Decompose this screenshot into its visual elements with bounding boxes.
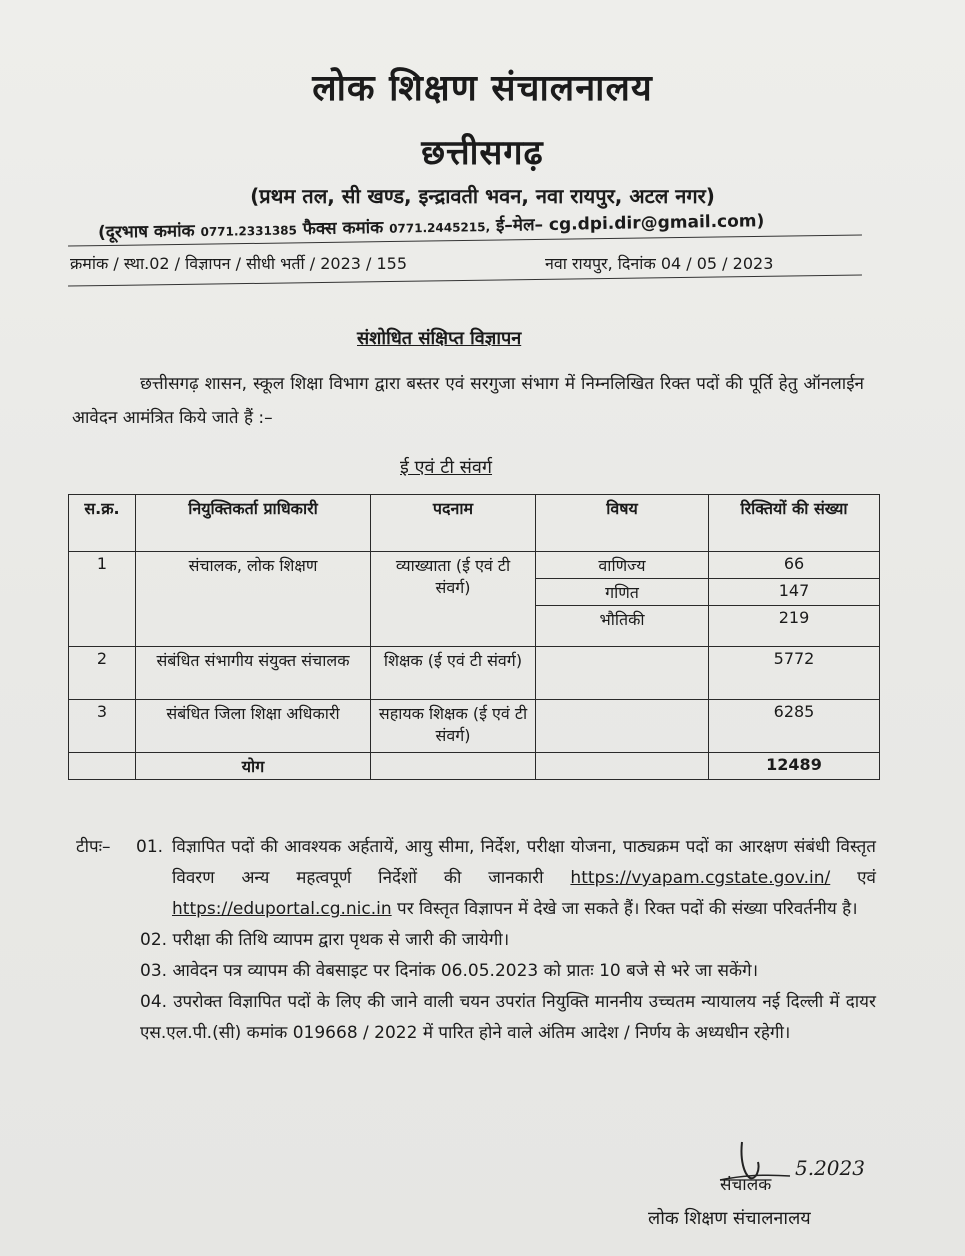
reference-number: क्रमांक / स्था.02 / विज्ञापन / सीधी भर्ती / 2023 / 155 (70, 254, 408, 273)
subject-heading: संशोधित संक्षिप्त विज्ञापन (357, 328, 522, 349)
row3-authority: संबंधित जिला शिक्षा अधिकारी (136, 700, 371, 753)
row1-sno: 1 (69, 552, 136, 647)
note-1-number: 01. (136, 837, 164, 857)
row1-count1: 66 (709, 552, 880, 579)
note-2-number: 02. (140, 930, 168, 950)
note-4-text: उपरोक्त विज्ञापित पदों के लिए की जाने वाली चयन उपरांत नियुक्ति माननीय उच्चतम न्यायालय नई दिल्ली में दायर एस.एल.पी.(सी) कमांक 019668 / 2022 में पारित होने वाले अंतिम आदेश / निर्णय के अध्यधीन रहेगी। (140, 992, 876, 1043)
note-4 (76, 987, 876, 1049)
note-1 (76, 832, 876, 925)
table-row (69, 647, 880, 700)
total-count: 12489 (709, 753, 880, 780)
phone-number: 0771.2331385 (200, 223, 298, 240)
vacancy-table (68, 494, 880, 780)
row1-count2: 147 (709, 579, 880, 606)
row1-subject1: वाणिज्य (536, 552, 709, 579)
row1-subject2: गणित (536, 579, 709, 606)
notes-label: टीपः– (76, 837, 111, 857)
office-address: (प्रथम तल, सी खण्ड, इन्द्रावती भवन, नवा रायपुर, अटल नगर) (250, 184, 715, 208)
row3-sno: 3 (69, 700, 136, 753)
notes-section (76, 832, 876, 1049)
signatory-designation: संचालक (720, 1175, 772, 1195)
note-1-and: एवं (857, 868, 876, 888)
note-2 (76, 925, 876, 956)
row3-count: 6285 (709, 700, 880, 753)
email-address: cg.dpi.dir@gmail.com) (548, 211, 765, 235)
row1-count3: 219 (709, 606, 880, 647)
row2-authority: संबंधित संभागीय संयुक्त संचालक (136, 647, 371, 700)
col-sno: स.क्र. (69, 495, 136, 552)
col-subject: विषय (536, 495, 709, 552)
col-count: रिक्तियों की संख्या (709, 495, 880, 552)
note-4-number: 04. (140, 992, 168, 1012)
signature-date: 5.2023 (795, 1156, 865, 1180)
row3-post: सहायक शिक्षक (ई एवं टी संवर्ग) (371, 700, 536, 753)
col-post: पदनाम (371, 495, 536, 552)
row2-subject (536, 647, 709, 700)
row2-post: शिक्षक (ई एवं टी संवर्ग) (371, 647, 536, 700)
table-row (69, 700, 880, 753)
note-3-number: 03. (140, 961, 168, 981)
note-1-text-b: पर विस्तृत विज्ञापन में देखे जा सकते हैं। रिक्त पदों की संख्या परिवर्तनीय है। (397, 899, 858, 919)
table-total-row (69, 753, 880, 780)
row1-subject3: भौतिकी (536, 606, 709, 647)
org-title: लोक शिक्षण संचालनालय (312, 68, 653, 109)
table-row (69, 552, 880, 579)
note-1-text-a: विज्ञापित पदों की आवश्यक अर्हतायें, आयु सीमा, निर्देश, परीक्षा योजना, पाठ्यक्रम पदों का आरक्षण संबंधी विस्तृत विवरण अन्य महत्वपूर्ण निर्देशों की जानकारी (172, 837, 876, 888)
row2-sno: 2 (69, 647, 136, 700)
reference-divider (68, 274, 862, 286)
phone-label: (दूरभाष कमांक (97, 221, 195, 243)
row1-post: व्याख्याता (ई एवं टी संवर्ग) (371, 552, 536, 647)
note-2-text: परीक्षा की तिथि व्यापम द्वारा पृथक से जारी की जायेगी। (172, 930, 510, 950)
fax-label: फैक्स कमांक (302, 217, 384, 240)
note-3 (76, 956, 876, 987)
total-post (371, 753, 536, 780)
state-title: छत्तीसगढ़ (421, 133, 544, 173)
intro-paragraph: छत्तीसगढ़ शासन, स्कूल शिक्षा विभाग द्वारा बस्तर एवं सरगुजा संभाग में निम्नलिखित रिक्त पदों की पूर्ति हेतु ऑनलाईन आवेदन आमंत्रित किये जाते हैं :– (72, 374, 864, 428)
cadre-title: ई एवं टी संवर्ग (400, 457, 493, 478)
email-label: ई–मेल– (495, 215, 544, 236)
total-subject (536, 753, 709, 780)
note-3-text: आवेदन पत्र व्यापम की वेबसाइट पर दिनांक 06.05.2023 को प्रातः 10 बजे से भरे जा सकेंगे। (172, 961, 759, 981)
fax-number: 0771.2445215, (389, 219, 491, 236)
col-authority: नियुक्तिकर्ता प्राधिकारी (136, 495, 371, 552)
table-header-row (69, 495, 880, 552)
total-sno (69, 753, 136, 780)
signatory-office: लोक शिक्षण संचालनालय (648, 1208, 811, 1229)
row3-subject (536, 700, 709, 753)
reference-date: नवा रायपुर, दिनांक 04 / 05 / 2023 (545, 254, 774, 273)
row1-authority: संचालक, लोक शिक्षण (136, 552, 371, 647)
eduportal-link[interactable]: https://eduportal.cg.nic.in (172, 899, 392, 919)
reference-line (70, 252, 860, 274)
vyapam-link[interactable]: https://vyapam.cgstate.gov.in/ (570, 868, 831, 888)
row2-count: 5772 (709, 647, 880, 700)
total-label: योग (136, 753, 371, 780)
